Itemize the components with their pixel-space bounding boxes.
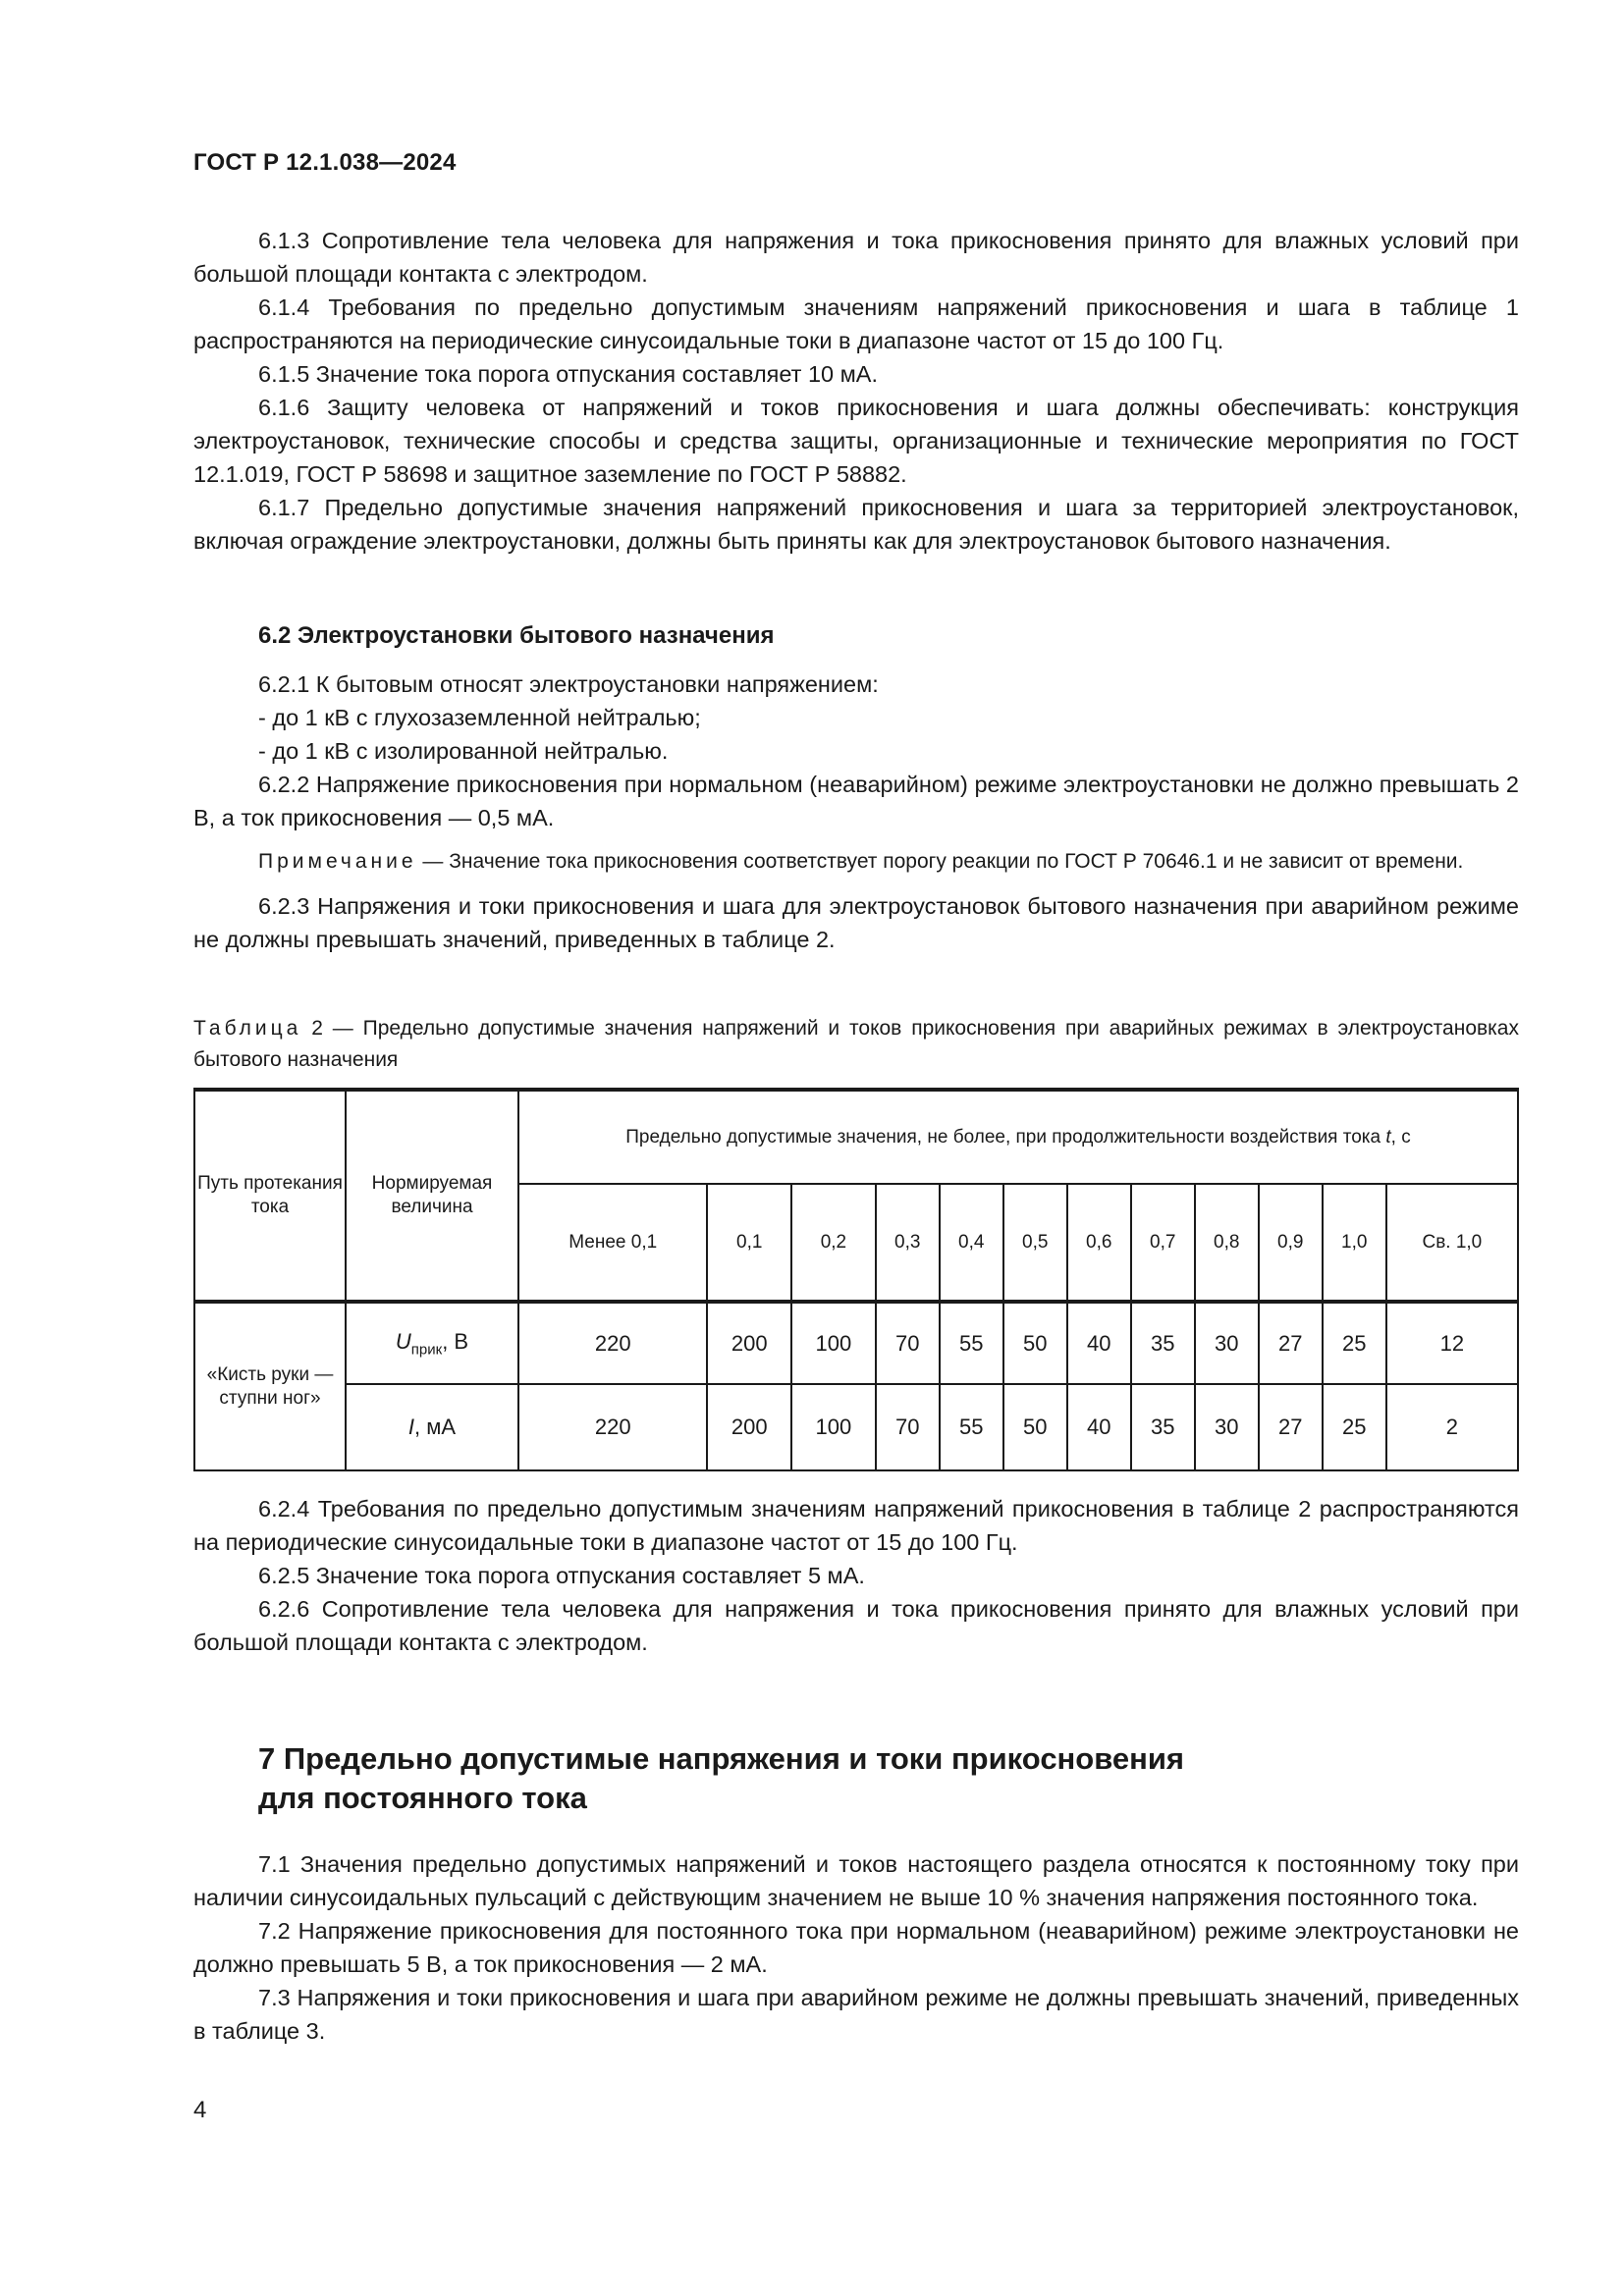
value-cell: 220: [518, 1384, 707, 1470]
header-duration-group: Предельно допустимые значения, не более, при продолжительности воздействия тока t, с: [518, 1090, 1518, 1184]
quantity-label: $U_{прик}$, В: [346, 1302, 518, 1384]
paragraph-6-2-2: 6.2.2 Напряжение прикосновения при нормальном (неаварийном) режиме электроустановки не должно превышать 2 В, а ток прикосновения — 0,5 мА.: [193, 772, 1519, 830]
paragraph-6-1-7: 6.1.7 Предельно допустимые значения напряжений прикосновения и шага за территорией электроустановок, включая ограждение электроустановки, должны быть приняты как для электроустановок бытового назначения.: [193, 495, 1519, 554]
paragraph-6-2-6: 6.2.6 Сопротивление тела человека для напряжения и тока прикосновения принято для влажных условий при большой площади контакта с электродом.: [193, 1596, 1519, 1655]
value-cell: 12: [1386, 1302, 1518, 1384]
paragraph-7-2: 7.2 Напряжение прикосновения для постоянного тока при нормальном (неаварийном) режиме электроустановки не должно превышать 5 В, а ток прикосновения — 2 мА.: [193, 1918, 1519, 1977]
value-cell: 30: [1195, 1302, 1259, 1384]
duration-header-cell: 1,0: [1323, 1184, 1386, 1302]
section-6-2: [193, 622, 1519, 956]
header-quantity: Нормируемая величина: [346, 1090, 518, 1302]
document-id-header: ГОСТ Р 12.1.038—2024: [193, 149, 457, 176]
value-cell: 100: [791, 1384, 876, 1470]
section-6-2-heading: 6.2 Электроустановки бытового назначения: [258, 622, 775, 649]
duration-header-cell: 0,3: [876, 1184, 940, 1302]
value-cell: 55: [940, 1302, 1003, 1384]
paragraph-6-2-1: 6.2.1 К бытовым относят электроустановки напряжением:: [258, 671, 879, 697]
value-cell: 2: [1386, 1384, 1518, 1470]
duration-header-cell: 0,9: [1259, 1184, 1323, 1302]
paragraph-6-2-4: 6.2.4 Требования по предельно допустимым значениям напряжений прикосновения в таблице 2 распространяются на периодические синусоидальные токи в диапазоне частот от 15 до 100 Гц.: [193, 1496, 1519, 1555]
page-number: 4: [193, 2097, 207, 2123]
paragraphs-after-table: [193, 1492, 1519, 1659]
value-cell: 200: [707, 1302, 791, 1384]
duration-header-cell: 0,7: [1131, 1184, 1195, 1302]
value-cell: 70: [876, 1302, 940, 1384]
duration-header-cell: Св. 1,0: [1386, 1184, 1518, 1302]
caption-text: 2 — Предельно допустимые значения напряжений и токов прикосновения при аварийных режимах в электроустановках бытового назначения: [193, 1017, 1519, 1071]
duration-header-cell: 0,8: [1195, 1184, 1259, 1302]
paragraph-6-1-6: 6.1.6 Защиту человека от напряжений и токов прикосновения и шага должны обеспечивать: конструкция электроустановок, технические способы и средства защиты, организационные и технические мероприятия по ГОСТ 12.1.019, ГОСТ Р 58698 и защитное заземление по ГОСТ Р 58882.: [193, 395, 1519, 487]
note-label: Примечание: [258, 850, 417, 873]
value-cell: 25: [1323, 1384, 1386, 1470]
paragraph-6-1-5: 6.1.5 Значение тока порога отпускания составляет 10 мА.: [258, 361, 878, 387]
value-cell: 70: [876, 1384, 940, 1470]
table-row: [194, 1302, 1518, 1384]
duration-header-cell: 0,5: [1003, 1184, 1067, 1302]
value-cell: 35: [1131, 1302, 1195, 1384]
paragraph-6-2-3: 6.2.3 Напряжения и токи прикосновения и шага для электроустановок бытового назначения при аварийном режиме не должны превышать значений, приведенных в таблице 2.: [193, 893, 1519, 952]
value-cell: 100: [791, 1302, 876, 1384]
list-item: - до 1 кВ с изолированной нейтралью.: [258, 738, 669, 764]
value-cell: 27: [1259, 1302, 1323, 1384]
duration-header-cell: 0,4: [940, 1184, 1003, 1302]
list-item: - до 1 кВ с глухозаземленной нейтралью;: [258, 705, 701, 730]
paragraph-7-1: 7.1 Значения предельно допустимых напряжений и токов настоящего раздела относятся к постоянному току при наличии синусоидальных пульсаций с действующим значением не выше 10 % значения напряжения постоянного тока.: [193, 1851, 1519, 1910]
section-7-heading-line2: для постоянного тока: [258, 1781, 587, 1815]
note: [193, 846, 1519, 878]
note-text: — Значение тока прикосновения соответствует порогу реакции по ГОСТ Р 70646.1 и не зависит от времени.: [416, 850, 1464, 873]
duration-header-cell: Менее 0,1: [518, 1184, 707, 1302]
value-cell: 25: [1323, 1302, 1386, 1384]
table-2-caption: [193, 1013, 1519, 1076]
table-2: [193, 1088, 1519, 1471]
value-cell: 50: [1003, 1384, 1067, 1470]
section-7-heading-line1: 7 Предельно допустимые напряжения и токи прикосновения: [258, 1741, 1184, 1776]
value-cell: 30: [1195, 1384, 1259, 1470]
paragraph-7-3: 7.3 Напряжения и токи прикосновения и шага при аварийном режиме не должны превышать значений, приведенных в таблице 3.: [193, 1985, 1519, 2044]
duration-header-cell: 0,1: [707, 1184, 791, 1302]
table-row: [194, 1384, 1518, 1470]
value-cell: 200: [707, 1384, 791, 1470]
duration-header-cell: 0,6: [1067, 1184, 1131, 1302]
value-cell: 27: [1259, 1384, 1323, 1470]
path-label: «Кисть руки — ступни ног»: [194, 1302, 346, 1470]
value-cell: 35: [1131, 1384, 1195, 1470]
paragraph-6-1-4: 6.1.4 Требования по предельно допустимым значениям напряжений прикосновения и шага в таблице 1 распространяются на периодические синусоидальные токи в диапазоне частот от 15 до 100 Гц.: [193, 294, 1519, 353]
paragraph-6-1-3: 6.1.3 Сопротивление тела человека для напряжения и тока прикосновения принято для влажных условий при большой площади контакта с электродом.: [193, 228, 1519, 287]
value-cell: 55: [940, 1384, 1003, 1470]
value-cell: 220: [518, 1302, 707, 1384]
section-7: [193, 1739, 1519, 2048]
value-cell: 50: [1003, 1302, 1067, 1384]
header-path: Путь протекания тока: [194, 1090, 346, 1302]
duration-header-cell: 0,2: [791, 1184, 876, 1302]
section-6-1-paragraphs: [193, 224, 1519, 558]
quantity-label: I, мА: [346, 1384, 518, 1470]
value-cell: 40: [1067, 1384, 1131, 1470]
caption-label: Таблица: [193, 1017, 302, 1040]
paragraph-6-2-5: 6.2.5 Значение тока порога отпускания составляет 5 мА.: [258, 1563, 865, 1588]
value-cell: 40: [1067, 1302, 1131, 1384]
